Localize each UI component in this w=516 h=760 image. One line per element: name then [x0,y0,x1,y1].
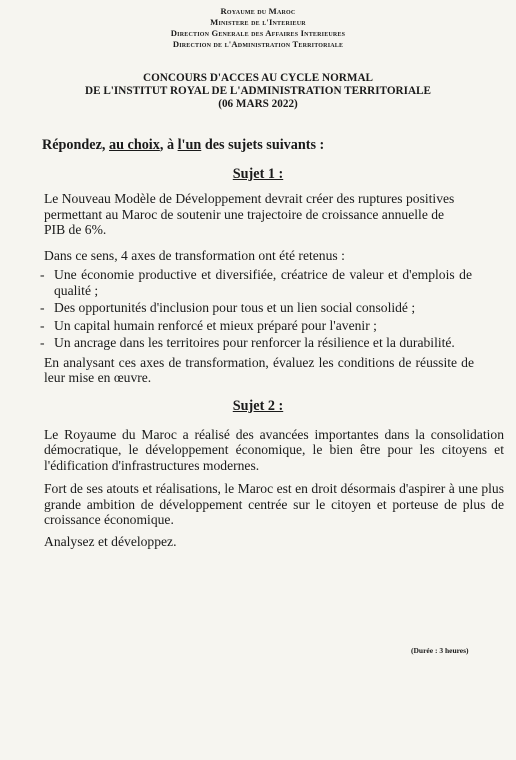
list-item: - Des opportunités d'inclusion pour tous et un lien social consolidé ; [40,300,472,316]
subject-2-title: Sujet 2 : [232,397,284,414]
subject-1-title: Sujet 1 : [232,166,284,182]
header-line-ministry: Ministere de l'Interieur [210,17,306,27]
exam-duration: (Durée : 3 heures) [411,646,469,655]
list-item: - Un capital humain renforcé et mieux préparé pour l'avenir ; [40,318,472,334]
subject-2-paragraph-1: Le Royaume du Maroc a réalisé des avancées importantes dans la consolidation démocratique, le développement économique, le bien être pour les citoyens et l'édification d'infrastructures modernes. [44,426,504,473]
contest-line-1: CONCOURS D'ACCES AU CYCLE NORMAL [143,72,373,84]
contest-line-2: DE L'INSTITUT ROYAL DE L'ADMINISTRATION TERRITORIALE [85,85,431,97]
contest-date: (06 MARS 2022) [218,98,298,110]
header-line-kingdom: Royaume du Maroc [220,6,296,16]
list-item: - Une économie productive et diversifiée, créatrice de valeur et d'emplois de qualité ; [40,267,472,298]
subject-1-intro [44,191,516,238]
instruction-part-2: au choix [109,137,160,153]
ministry-header [0,6,516,50]
instruction-part-4: l'un [177,137,202,153]
subject-1-axes-intro: Dans ce sens, 4 axes de transformation ont été retenus : [44,247,345,263]
header-line-direction-admin: Direction de l'Administration Territoriale [172,39,344,49]
header-line-direction-general: Direction Generale des Affaires Interieures [170,28,346,38]
contest-title [0,72,516,111]
instruction-part-3: , à [159,137,178,153]
subject-1-intro-line-1: Le Nouveau Modèle de Développement devrait créer des ruptures positives [44,191,455,206]
subject-1-intro-line-2: permettant au Maroc de soutenir une trajectoire de croissance annuelle de [44,206,445,222]
subject-2-paragraph-2: Fort de ses atouts et réalisations, le Maroc est en droit désormais d'aspirer à une plus grande ambition de développement centrée sur le citoyen et porteuse de plus de croissance économique. [44,481,504,527]
subject-2-question: Analysez et développez. [44,533,177,549]
instruction [42,137,516,154]
instruction-part-1: Répondez, [42,137,109,153]
subject-1-intro-line-3: PIB de 6%. [44,222,107,237]
list-item: - Un ancrage dans les territoires pour renforcer la résilience et la durabilité. [40,335,472,351]
instruction-part-5: des sujets suivants : [201,137,325,153]
subject-1-question: En analysant ces axes de transformation, évaluez les conditions de réussite de leur mise en œuvre. [44,354,474,385]
subject-1-axes-list [40,267,472,351]
